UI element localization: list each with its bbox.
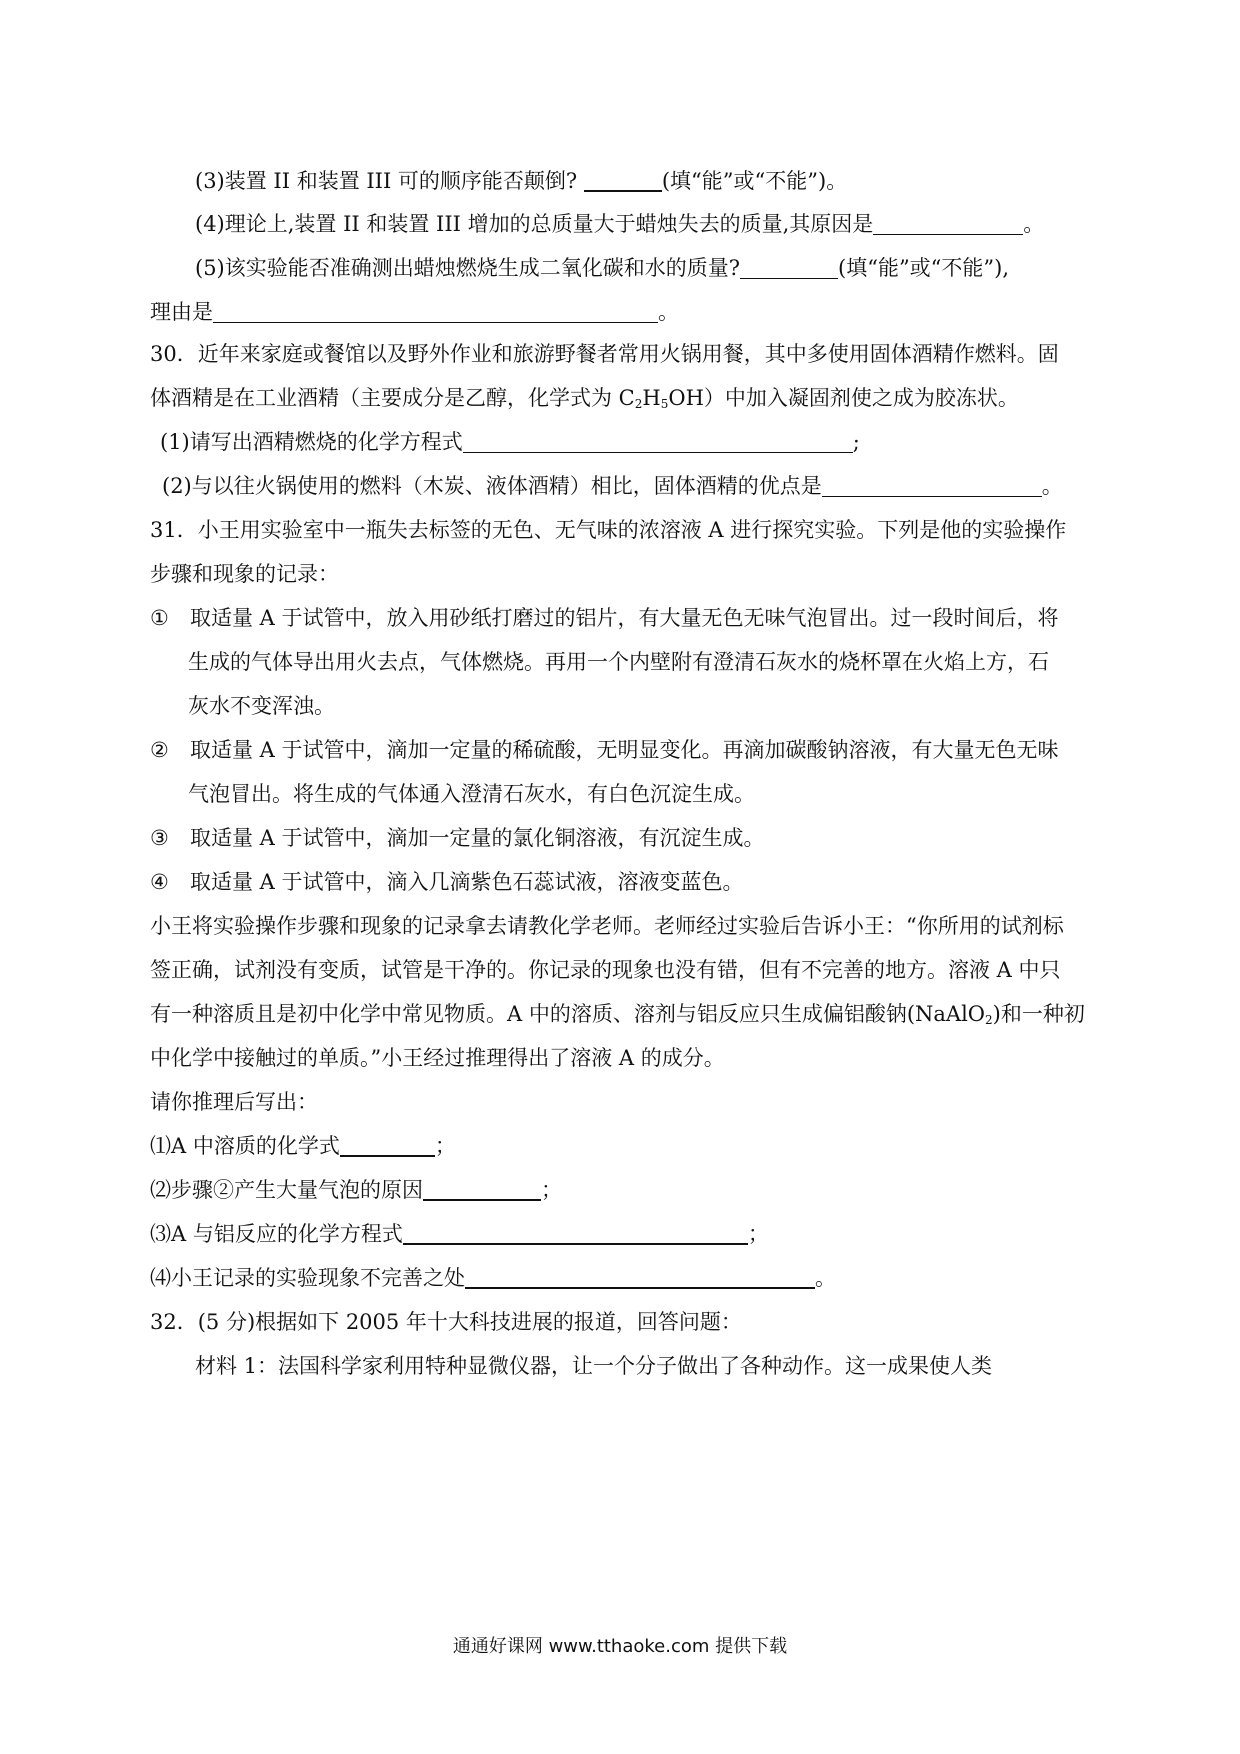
answer-blank[interactable] — [213, 298, 658, 323]
step-number: ④ — [150, 870, 169, 894]
para-text: 有一种溶质且是初中化学中常见物质。A 中的溶质、溶剂与铝反应只生成偏铝酸钠(NaAlO — [150, 1002, 986, 1026]
q31-para-line1: 小王将实验操作步骤和现象的记录拿去请教化学老师。老师经过实验后告诉小王：“你所用的试剂标 — [150, 914, 1064, 938]
q29-part5-suffix: (填“能”或“不能”), — [838, 256, 1010, 280]
q30-sub1-text: (1)请写出酒精燃烧的化学方程式 — [160, 430, 463, 454]
q31-ask: 请你推理后写出： — [150, 1090, 318, 1114]
q31-step1 — [150, 600, 1100, 636]
q29-part5-reason — [150, 294, 1100, 330]
answer-label: ⑴A 中溶质的化学式 — [150, 1134, 340, 1158]
q31-step4 — [150, 864, 1100, 900]
q31-answer3 — [150, 1216, 1100, 1252]
q31-step2-line2: 气泡冒出。将生成的气体通入澄清石灰水，有白色沉淀生成。 — [188, 782, 755, 806]
q31-step2 — [150, 732, 1100, 768]
subscript: 2 — [985, 1013, 993, 1027]
step-text: 取适量 A 于试管中，滴加一定量的氯化铜溶液，有沉淀生成。 — [190, 826, 765, 850]
q29-part5-text: (5)该实验能否准确测出蜡烛燃烧生成二氧化碳和水的质量? — [195, 256, 741, 280]
q31-step1-line2: 生成的气体导出用火去点，气体燃烧。再用一个内壁附有澄清石灰水的烧杯罩在火焰上方，石 — [188, 650, 1049, 674]
q29-part4-text: (4)理论上,装置 II 和装置 III 增加的总质量大于蜡烛失去的质量,其原因是 — [195, 212, 874, 236]
answer-blank[interactable] — [584, 166, 662, 192]
q30-sub1-suffix: ; — [852, 430, 860, 454]
q32-stem: 32．(5 分)根据如下 2005 年十大科技进展的报道，回答问题： — [150, 1310, 742, 1334]
answer-label: ⑷小王记录的实验现象不完善之处 — [150, 1266, 465, 1290]
q29-part4 — [195, 206, 1100, 242]
answer-suffix: ； — [541, 1178, 562, 1202]
q31-step1-line3: 灰水不变浑浊。 — [188, 694, 335, 718]
answer-suffix: ； — [747, 1222, 769, 1246]
q30-text: H — [642, 386, 661, 410]
subscript: 2 — [634, 397, 643, 411]
q31-answer1 — [150, 1128, 1100, 1164]
subscript: 5 — [660, 397, 669, 411]
q31-para-line4: 中化学中接触过的单质。”小王经过推理得出了溶液 A 的成分。 — [150, 1046, 725, 1070]
q31-para-line3 — [150, 996, 1100, 1032]
q30-sub2 — [162, 468, 1100, 504]
step-number: ③ — [150, 826, 169, 850]
q31-stem-line2: 步骤和现象的记录： — [150, 562, 339, 586]
step-number: ① — [150, 606, 169, 630]
answer-suffix: 。 — [815, 1266, 836, 1290]
q30-stem-line1: 30．近年来家庭或餐馆以及野外作业和旅游野餐者常用火锅用餐，其中多使用固体酒精作燃料。固 — [150, 342, 1059, 366]
step-number: ② — [150, 738, 169, 762]
step-text: 取适量 A 于试管中，放入用砂纸打磨过的铝片，有大量无色无味气泡冒出。过一段时间后，将 — [190, 606, 1059, 630]
q30-text: OH）中加入凝固剂使之成为胶冻状。 — [668, 386, 1019, 410]
page-footer: 通通好课网 www.tthaoke.com 提供下载 — [452, 1636, 788, 1657]
q29-part3 — [195, 163, 1100, 199]
q31-answer4 — [150, 1260, 1100, 1296]
step-text: 取适量 A 于试管中，滴加一定量的稀硫酸，无明显变化。再滴加碳酸钠溶液，有大量无色无味 — [190, 738, 1059, 762]
answer-blank[interactable] — [423, 1175, 541, 1201]
step-text: 取适量 A 于试管中，滴入几滴紫色石蕊试液，溶液变蓝色。 — [190, 870, 744, 894]
answer-blank[interactable] — [463, 428, 853, 453]
q29-part5 — [195, 250, 1100, 286]
q31-stem-line1: 31．小王用实验室中一瓶失去标签的无色、无气味的浓溶液 A 进行探究实验。下列是他的实验操作 — [150, 518, 1067, 542]
answer-blank[interactable] — [873, 210, 1023, 235]
q30-sub1 — [160, 424, 1100, 460]
q29-reason-suffix: 。 — [658, 300, 679, 324]
answer-label: ⑶A 与铝反应的化学方程式 — [150, 1222, 403, 1246]
q29-part4-suffix: 。 — [1023, 212, 1045, 236]
q29-reason-label: 理由是 — [150, 300, 213, 324]
para-text: )和一种初 — [992, 1002, 1085, 1026]
answer-blank[interactable] — [822, 472, 1042, 497]
q29-part3-text: (3)装置 II 和装置 III 可的顺序能否颠倒? — [195, 169, 584, 193]
answer-label: ⑵步骤②产生大量气泡的原因 — [150, 1178, 423, 1202]
q32-material1: 材料 1：法国科学家利用特种显微仪器，让一个分子做出了各种动作。这一成果使人类 — [195, 1354, 993, 1378]
answer-blank[interactable] — [465, 1263, 815, 1289]
q31-step3 — [150, 820, 1100, 856]
q31-para-line2: 签正确，试剂没有变质，试管是干净的。你记录的现象也没有错，但有不完善的地方。溶液 A 中只 — [150, 958, 1061, 982]
q29-part3-suffix: (填“能”或“不能”)。 — [661, 169, 848, 193]
q30-stem-line2 — [150, 380, 1100, 416]
answer-blank[interactable] — [340, 1131, 435, 1157]
q30-text: 体酒精是在工业酒精（主要成分是乙醇，化学式为 C — [150, 386, 635, 410]
answer-blank[interactable] — [403, 1219, 748, 1245]
answer-suffix: ； — [434, 1134, 456, 1158]
q31-answer2 — [150, 1172, 1100, 1208]
q30-sub2-text: (2)与以往火锅使用的燃料（木炭、液体酒精）相比，固体酒精的优点是 — [162, 474, 822, 498]
answer-blank[interactable] — [740, 254, 838, 279]
q30-sub2-suffix: 。 — [1041, 474, 1063, 498]
